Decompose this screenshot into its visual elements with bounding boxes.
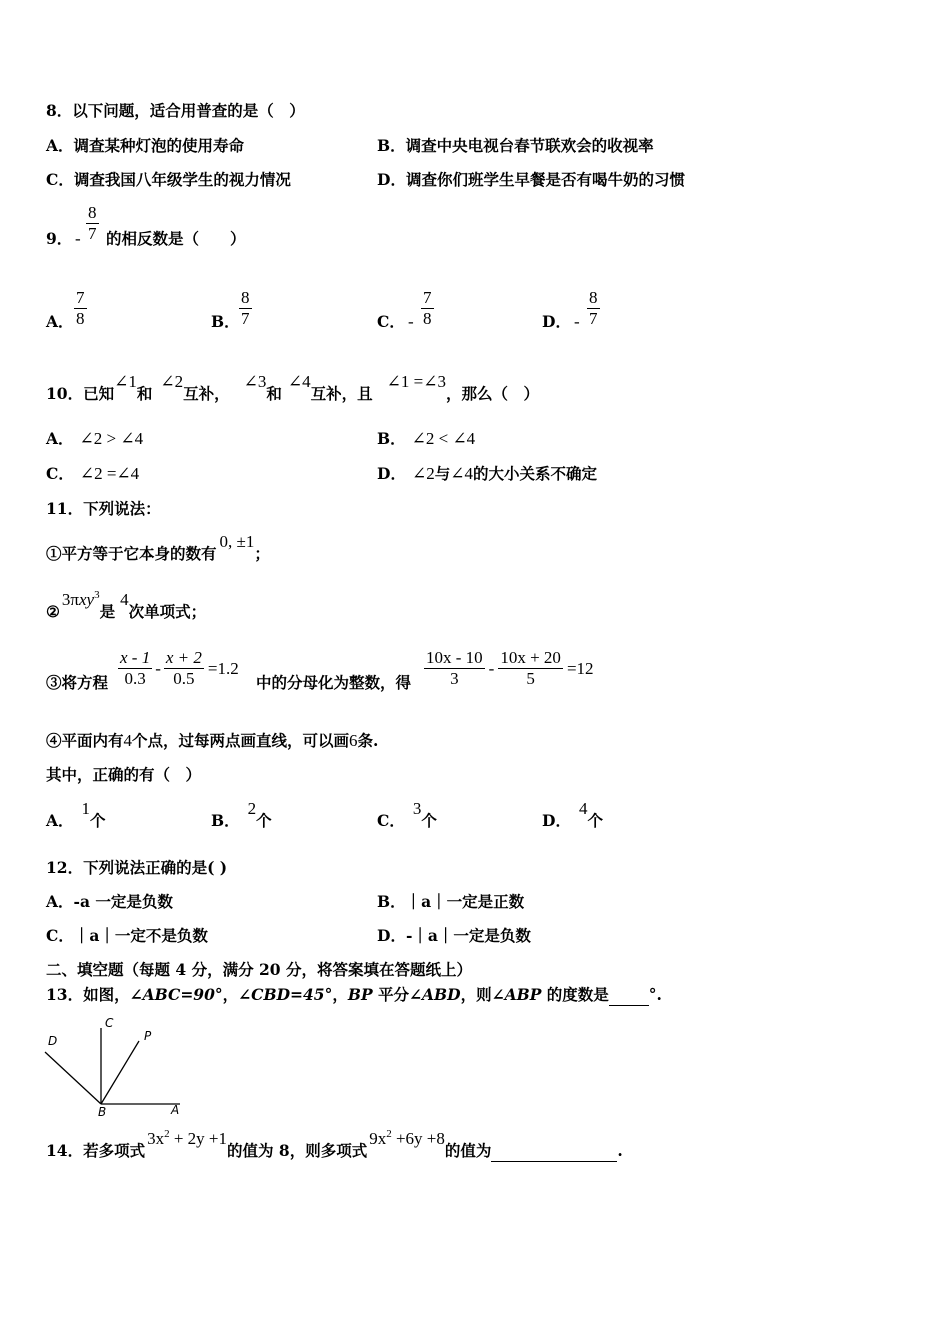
q14-text: 的值为 [444, 1141, 492, 1160]
q12-stem: 12．下列说法正确的是( ) [46, 858, 228, 877]
frac-den: 0.5 [173, 669, 195, 688]
option-math: ∠2 [411, 464, 435, 483]
q8-option-a: A．调查某种灯泡的使用寿命 [46, 136, 245, 155]
poly-exp: 2 [164, 1128, 170, 1140]
q9-option-d-sign: - [574, 312, 580, 331]
q9-option-b-label: B． [211, 312, 240, 331]
label-b: B [98, 1105, 107, 1119]
monomial-coef: 3π [61, 590, 79, 609]
q9-option-c-sign: - [408, 312, 414, 331]
option-math: ∠2 < ∠4 [411, 429, 476, 448]
option-label: C． [46, 464, 74, 483]
statement-text: 个点，过每两点画直线，可以画 [132, 731, 350, 750]
q10-number: 10．已知 [46, 384, 115, 403]
statement-text: ④平面内有 [46, 731, 124, 750]
q11-option-c [377, 799, 437, 831]
statement-text: ② [46, 602, 60, 621]
q9-option-d-frac [587, 288, 600, 329]
frac-den: 7 [589, 309, 598, 328]
ray-bd [45, 1052, 101, 1104]
option-text: 个 [256, 811, 272, 830]
option-math: 3 [412, 799, 422, 818]
q9-option-a-label: A． [46, 312, 74, 331]
angle-equation: ∠1 =∠3 [386, 372, 446, 391]
statement-text: 是 [99, 602, 116, 621]
q9-option-c-label: C． [377, 312, 405, 331]
q13-math: ∠ABC=90° [129, 985, 223, 1004]
q11-ask: 其中，正确的有（ ） [46, 765, 202, 784]
q9-tail: 的相反数是（ ） [106, 229, 246, 248]
q8-stem: 8．以下问题，适合用普查的是（ ） [46, 101, 305, 120]
q13-text: 的度数是 [541, 985, 609, 1004]
q9-frac-num: 8 [88, 203, 97, 222]
q10-option-c [46, 464, 139, 484]
answer-blank [491, 1141, 617, 1162]
frac-num: x - 1 [120, 648, 151, 667]
label-a: A [171, 1103, 180, 1117]
option-math: 2 [247, 799, 257, 818]
section-heading: 二、填空题（每题 4 分，满分 20 分，将答案填在答题纸上） [46, 960, 472, 979]
q10-stem [46, 372, 539, 404]
poly-exp: 2 [386, 1128, 392, 1140]
q11-statement-1 [46, 532, 270, 564]
poly-term: 9x [369, 1129, 387, 1148]
statement-math: 4 [120, 590, 129, 609]
option-math: ∠2 =∠4 [79, 464, 140, 483]
frac-den: 0.3 [124, 669, 146, 688]
q14-stem [46, 1128, 623, 1163]
option-math: 4 [578, 799, 588, 818]
option-text: 的大小关系不确定 [472, 464, 597, 483]
q8-option-d: D．调查你们班学生早餐是否有喝牛奶的习惯 [377, 170, 685, 189]
q8-option-b: B．调查中央电视台春节联欢会的收视率 [377, 136, 654, 155]
option-text: 个 [421, 811, 437, 830]
poly-rest: + 2y +1 [169, 1129, 228, 1148]
label-p: P [144, 1029, 152, 1043]
option-label: D． [542, 811, 571, 830]
frac-num: 7 [76, 288, 85, 307]
q12-option-d: D．-｜a｜一定是负数 [377, 926, 531, 945]
q11-statement-4 [46, 731, 378, 751]
option-text: 与 [434, 464, 451, 483]
statement-text: ①平方等于它本身的数有 [46, 544, 217, 563]
q10-text: 互补，且 [310, 384, 373, 403]
option-label: D． [377, 464, 406, 483]
q13-text: °. [648, 985, 662, 1004]
q9-neg: - [75, 229, 81, 248]
option-math: ∠4 [450, 464, 473, 483]
statement-text: 条. [357, 731, 379, 750]
q11-stem: 11．下列说法： [46, 499, 161, 518]
option-math: 1 [81, 799, 91, 818]
q14-text: 14．若多项式 [46, 1141, 146, 1160]
q10-option-b [377, 429, 475, 449]
angle-4: ∠4 [287, 372, 311, 391]
statement-math: 0, ±1 [219, 532, 255, 551]
option-text: 个 [587, 811, 603, 830]
q9-number: 9． [46, 229, 73, 248]
statement-text: 次单项式； [128, 602, 207, 621]
q14-text: . [617, 1141, 623, 1160]
option-math: ∠2 > ∠4 [79, 429, 144, 448]
q13-math: ∠CBD=45° [238, 985, 333, 1004]
frac-den: 5 [526, 669, 535, 688]
q11-statement-2 [46, 589, 207, 624]
q9-option-b-frac [239, 288, 252, 329]
q13-text: 13．如图， [46, 985, 130, 1004]
poly-rest: +6y +8 [391, 1129, 445, 1148]
q11-statement-3-pre: ③将方程 [46, 673, 109, 692]
q10-and: 和 [136, 384, 153, 403]
minus: - [155, 658, 161, 678]
q10-text: 互补， [183, 384, 230, 403]
q9-option-d-label: D． [542, 312, 571, 331]
q13-figure [40, 1012, 190, 1120]
q13-math: BP [347, 985, 373, 1004]
monomial-var: xy [79, 590, 95, 609]
frac-den: 7 [241, 309, 250, 328]
q11-option-a [46, 799, 106, 831]
angle-2: ∠2 [160, 372, 184, 391]
statement-text: ； [254, 544, 270, 563]
frac-den: 8 [423, 309, 432, 328]
q11-option-b [211, 799, 272, 831]
statement-math: 6 [349, 731, 358, 750]
frac-num: 10x - 10 [426, 648, 483, 667]
poly-term: 3x [147, 1129, 165, 1148]
frac-num: 7 [423, 288, 432, 307]
option-label: A． [46, 429, 74, 448]
frac-num: 8 [589, 288, 598, 307]
q11-equation-1 [118, 648, 239, 689]
frac-den: 3 [450, 669, 459, 688]
q13-text: ， [222, 985, 239, 1004]
q9-option-c-frac [421, 288, 434, 329]
answer-blank [609, 985, 649, 1006]
q12-option-b: B．｜a｜一定是正数 [377, 892, 525, 911]
frac-num: 10x + 20 [500, 648, 561, 667]
equals: =12 [566, 658, 594, 678]
frac-num: x + 2 [165, 648, 202, 667]
option-label: A． [46, 811, 74, 830]
label-c: C [105, 1016, 114, 1030]
q9-option-a-frac [74, 288, 87, 329]
option-text: 个 [90, 811, 106, 830]
q9-fraction [86, 203, 99, 244]
frac-den: 8 [76, 309, 85, 328]
angle-3: ∠3 [243, 372, 267, 391]
q13-math: ∠ABP [491, 985, 542, 1004]
q8-option-c: C．调查我国八年级学生的视力情况 [46, 170, 291, 189]
equals: =1.2 [207, 658, 239, 678]
ray-bp [101, 1041, 139, 1104]
q9-frac-den: 7 [88, 224, 97, 243]
q14-text: 的值为 8，则多项式 [227, 1141, 368, 1160]
q11-statement-3-mid: 中的分母化为整数，得 [256, 673, 412, 692]
monomial-exp: 3 [94, 589, 100, 601]
q12-option-c: C．｜a｜一定不是负数 [46, 926, 208, 945]
q13-stem [46, 985, 662, 1006]
angle-1: ∠1 [114, 372, 137, 391]
q13-text: ， [332, 985, 348, 1004]
q10-option-d [377, 464, 597, 484]
q10-text: ，那么（ ） [445, 384, 539, 403]
q13-text: ，则 [460, 985, 492, 1004]
label-d: D [48, 1034, 58, 1048]
q13-text: 平分 [372, 985, 410, 1004]
q12-option-a: A．-a 一定是负数 [46, 892, 173, 911]
option-label: C． [377, 811, 405, 830]
q10-and: 和 [266, 384, 282, 403]
q11-option-d [542, 799, 603, 831]
option-label: B． [211, 811, 240, 830]
q10-option-a [46, 429, 143, 449]
statement-math: 4 [123, 731, 133, 750]
q11-equation-2 [424, 648, 594, 689]
q13-math: ∠ABD [409, 985, 461, 1004]
frac-num: 8 [241, 288, 250, 307]
option-label: B． [377, 429, 406, 448]
minus: - [488, 658, 495, 678]
